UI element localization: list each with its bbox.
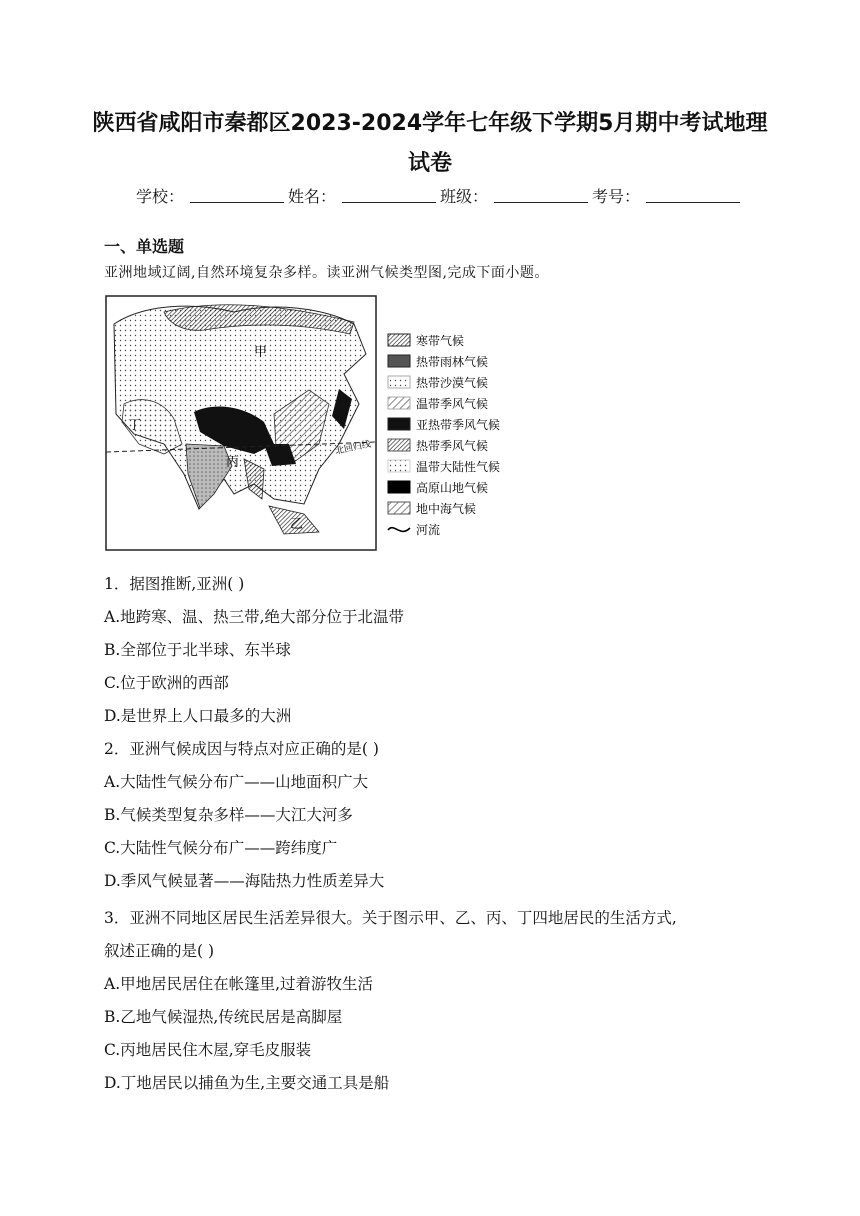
school-label: 学校： [136,187,185,206]
legend-label: 高原山地气候 [416,481,489,495]
asia-climate-map [104,294,520,552]
legend-label: 亚热带季风气候 [416,418,501,432]
intro-text: 亚洲地域辽阔,自然环境复杂多样。读亚洲气候类型图,完成下面小题。 [104,265,549,281]
question-1-option-c: C.位于欧洲的西部 [104,674,229,692]
label-yi: 乙 [290,517,304,532]
question-3-option-a: A.甲地居民居住在帐篷里,过着游牧生活 [104,975,374,993]
school-blank [190,184,284,203]
legend-label: 寒带气候 [416,334,465,348]
legend-label: 热带季风气候 [416,439,489,453]
question-2-option-a: A.大陆性气候分布广——山地面积广大 [104,773,369,791]
exam-title [60,104,800,184]
question-1-stem: 1．据图推断,亚洲( ) [104,575,245,593]
class-blank [494,184,588,203]
legend-label: 地中海气候 [416,502,477,516]
legend-label: 河流 [416,523,441,537]
question-2-stem: 2．亚洲气候成因与特点对应正确的是( ) [104,740,379,758]
question-2-option-c: C.大陆性气候分布广——跨纬度广 [104,839,338,857]
legend-label: 温带大陆性气候 [416,460,501,474]
label-bing: 丙 [226,455,240,470]
title-line-1: 陕西省咸阳市秦都区2023-2024学年七年级下学期5月期中考试地理 [92,111,768,136]
legend-label: 热带沙漠气候 [416,376,489,390]
question-1-option-d: D.是世界上人口最多的大洲 [104,707,292,725]
name-blank [342,184,436,203]
section-heading: 一、单选题 [104,237,185,256]
number-label: 考号： [592,187,641,206]
question-2-option-b: B.气候类型复杂多样——大江大河多 [104,806,353,824]
question-1-option-a: A.地跨寒、温、热三带,绝大部分位于北温带 [104,608,405,626]
label-ding: 丁 [128,418,142,433]
question-2-option-d: D.季风气候显著——海陆热力性质差异大 [104,872,385,890]
question-3-option-d: D.丁地居民以捕鱼为生,主要交通工具是船 [104,1074,390,1092]
question-1-option-b: B.全部位于北半球、东半球 [104,641,291,659]
question-3-option-c: C.丙地居民住木屋,穿毛皮服装 [104,1041,312,1059]
legend-label: 温带季风气候 [416,397,489,411]
question-3-option-b: B.乙地气候湿热,传统民居是高脚屋 [104,1008,343,1026]
title-line-2: 试卷 [407,151,452,176]
student-info-row [136,184,744,207]
number-blank [646,184,740,203]
class-label: 班级： [440,187,489,206]
question-3-stem-line-2: 叙述正确的是( ) [104,942,215,960]
question-3-stem-line-1: 3．亚洲不同地区居民生活差异很大。关于图示甲、乙、丙、丁四地居民的生活方式, [104,909,677,927]
legend-label: 热带雨林气候 [416,355,489,369]
label-jia: 甲 [254,345,268,360]
map-legend [388,333,500,537]
name-label: 姓名： [288,187,337,206]
tropic-label: 北回归线 [334,439,372,457]
